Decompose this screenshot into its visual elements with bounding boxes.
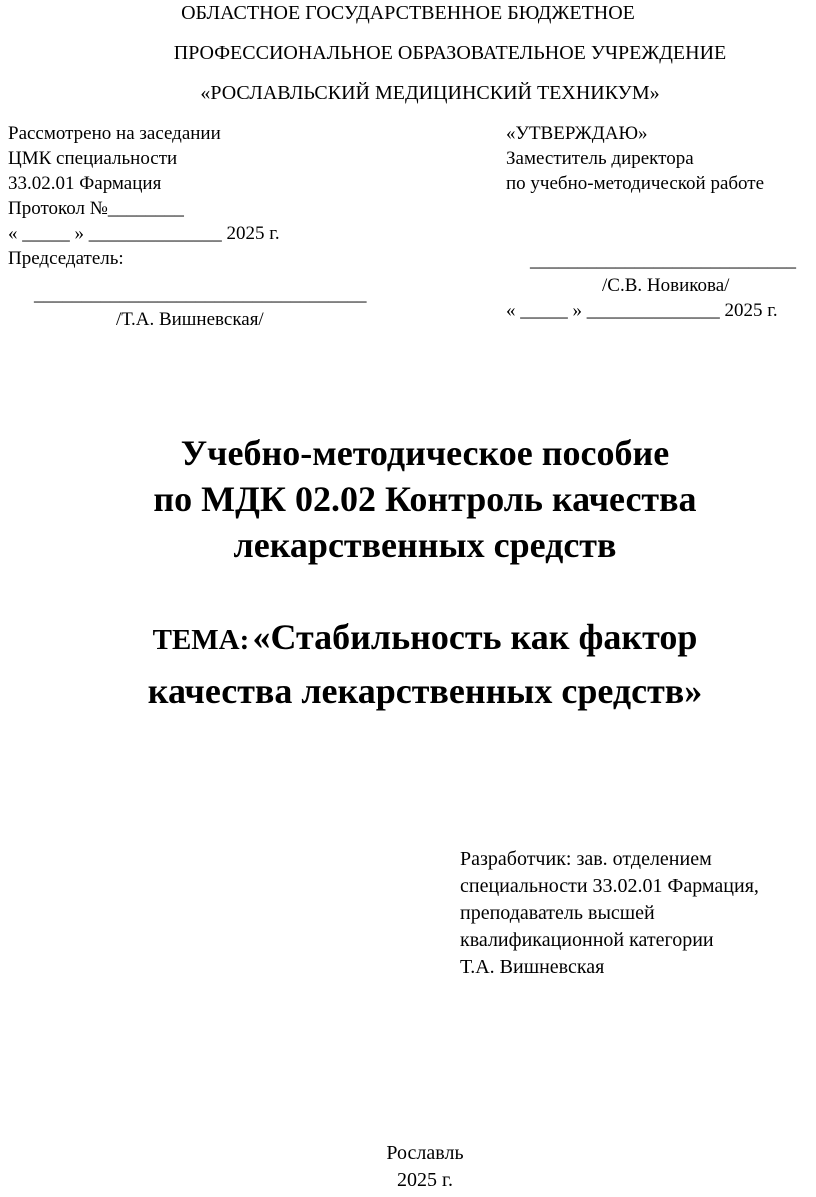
theme-label: ТЕМА:: [152, 624, 250, 656]
document-title: [0, 430, 816, 568]
review-line1: Рассмотрено на заседании: [8, 123, 221, 144]
institution-header-line1: ОБЛАСТНОЕ ГОСУДАРСТВЕННОЕ БЮДЖЕТНОЕ: [181, 2, 635, 24]
footer-year: 2025 г.: [397, 1169, 453, 1191]
review-line2: ЦМК специальности: [8, 148, 178, 169]
developer-line1: Разработчик: зав. отделением: [460, 848, 712, 870]
review-line3: 33.02.01 Фармация: [8, 173, 162, 194]
developer-line4: квалификационной категории: [460, 929, 714, 951]
developer-line3: преподаватель высшей: [460, 902, 655, 924]
developer-name: Т.А. Вишневская: [460, 956, 605, 978]
institution-header-line2: ПРОФЕССИОНАЛЬНОЕ ОБРАЗОВАТЕЛЬНОЕ УЧРЕЖДЕНИЕ: [173, 42, 727, 64]
theme-line1: «Стабильность как фактор: [252, 617, 698, 657]
document-theme: [0, 614, 816, 714]
approver-name: /С.В. Новикова/: [602, 275, 730, 296]
approver-signature-line: ____________________________: [530, 250, 796, 271]
title-line3: лекарственных средств: [233, 525, 617, 565]
title-line1: Учебно-методическое пособие: [180, 433, 670, 473]
developer-line2: специальности 33.02.01 Фармация,: [460, 875, 759, 897]
approver-title: Заместитель директора: [506, 148, 694, 169]
chairman-name: /Т.А. Вишневская/: [116, 309, 264, 330]
title-line2: по МДК 02.02 Контроль качества: [153, 479, 697, 519]
theme-line2: качества лекарственных средств»: [147, 671, 703, 711]
institution-header-line3: «РОСЛАВЛЬСКИЙ МЕДИЦИНСКИЙ ТЕХНИКУМ»: [200, 82, 660, 104]
review-date: « _____ » ______________ 2025 г.: [8, 223, 280, 244]
approve-heading: «УТВЕРЖДАЮ»: [506, 123, 648, 144]
chairman-label: Председатель:: [8, 248, 124, 269]
approve-date: « _____ » ______________ 2025 г.: [506, 300, 778, 321]
chairman-signature-line: ___________________________________: [34, 284, 367, 305]
protocol-number: Протокол №________: [8, 198, 184, 219]
approver-department: по учебно-методической работе: [506, 173, 765, 194]
footer-city: Рославль: [386, 1142, 464, 1164]
